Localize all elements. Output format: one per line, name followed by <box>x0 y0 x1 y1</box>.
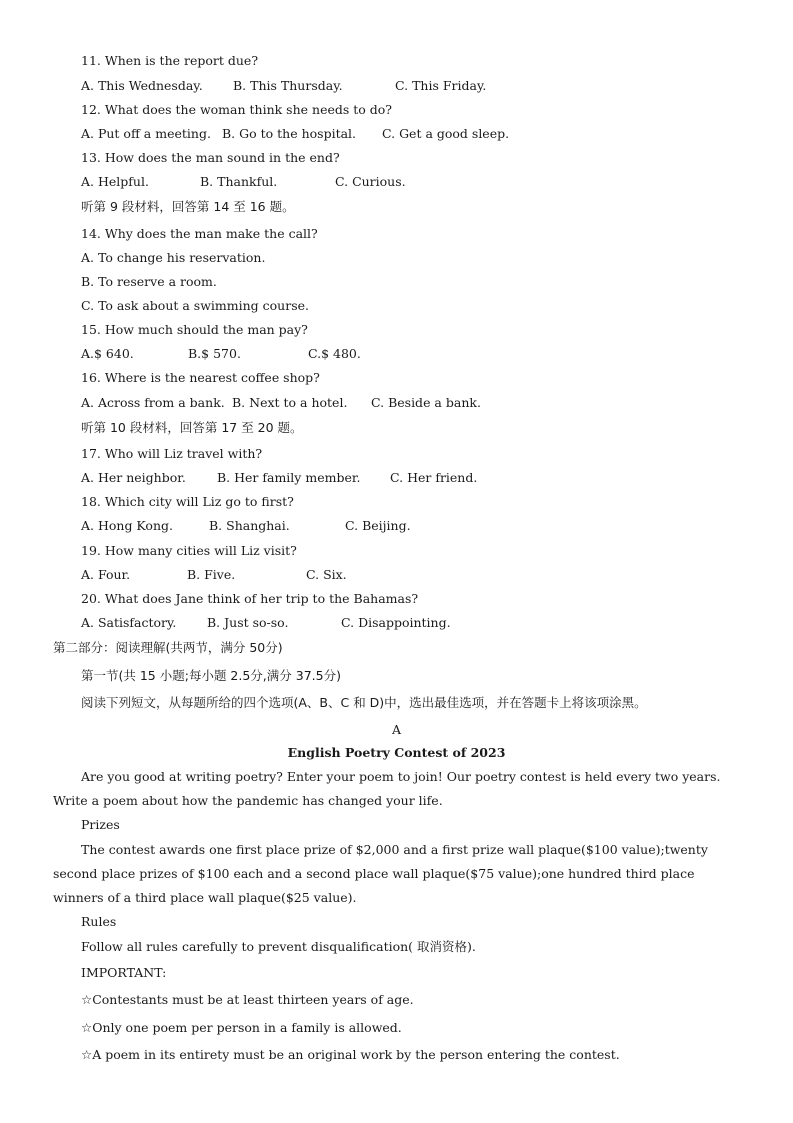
q13-option-c: C. Curious. <box>335 174 406 189</box>
question-14: 14. Why does the man make the call? <box>81 226 318 241</box>
question-15: 15. How much should the man pay? <box>81 322 308 337</box>
prizes-paragraph <box>53 838 743 910</box>
q16-option-c: C. Beside a bank. <box>371 395 481 410</box>
part-2-heading: 第二部分：阅读理解(共两节，满分 50分) <box>53 640 283 655</box>
q16-option-a: A. Across from a bank. <box>81 395 225 410</box>
q12-option-c: C. Get a good sleep. <box>382 126 510 141</box>
section-1-heading: 第一节(共 15 小题;每小题 2.5分,满分 37.5分) <box>81 668 341 683</box>
q12-option-b: B. Go to the hospital. <box>222 126 357 141</box>
q20-option-c: C. Disappointing. <box>341 615 451 630</box>
q11-option-c: C. This Friday. <box>395 78 487 93</box>
question-12: 12. What does the woman think she needs to do? <box>81 102 393 117</box>
rules-text: Follow all rules carefully to prevent disqualification( 取消资格). <box>81 939 476 954</box>
passage-intro <box>53 765 743 813</box>
q14-option-b: B. To reserve a room. <box>81 274 217 289</box>
section-10-heading: 听第 10 段材料，回答第 17 至 20 题。 <box>81 420 303 435</box>
rules-heading: Rules <box>81 914 117 929</box>
q11-option-b: B. This Thursday. <box>233 78 343 93</box>
q19-option-a: A. Four. <box>81 567 131 582</box>
prizes-text: The contest awards one first place prize of $2,000 and a first prize wall plaque($100 value);twenty second place prizes of $100 each and a second place wall plaque($75 value);one hundred third place winners of a third place wall plaque($25 value). <box>53 842 708 905</box>
q18-option-a: A. Hong Kong. <box>81 518 173 533</box>
q17-option-b: B. Her family member. <box>217 470 361 485</box>
q17-option-a: A. Her neighbor. <box>81 470 186 485</box>
q15-option-b: B.$ 570. <box>188 346 241 361</box>
q11-option-a: A. This Wednesday. <box>81 78 203 93</box>
q20-option-b: B. Just so-so. <box>207 615 289 630</box>
question-18: 18. Which city will Liz go to first? <box>81 494 294 509</box>
q15-option-c: C.$ 480. <box>308 346 361 361</box>
q14-option-c: C. To ask about a swimming course. <box>81 298 309 313</box>
q15-option-a: A.$ 640. <box>81 346 134 361</box>
question-17: 17. Who will Liz travel with? <box>81 446 263 461</box>
section-9-heading: 听第 9 段材料，回答第 14 至 16 题。 <box>81 199 295 214</box>
q18-option-c: C. Beijing. <box>345 518 411 533</box>
rule-item: ☆A poem in its entirety must be an original work by the person entering the contest. <box>81 1047 620 1062</box>
q20-option-a: A. Satisfactory. <box>81 615 177 630</box>
rule-item: ☆Contestants must be at least thirteen years of age. <box>81 992 414 1007</box>
q16-option-b: B. Next to a hotel. <box>232 395 348 410</box>
question-20: 20. What does Jane think of her trip to the Bahamas? <box>81 591 419 606</box>
q19-option-c: C. Six. <box>306 567 347 582</box>
question-11: 11. When is the report due? <box>81 53 259 68</box>
q18-option-b: B. Shanghai. <box>209 518 290 533</box>
q14-option-a: A. To change his reservation. <box>81 250 266 265</box>
rule-item: ☆Only one poem per person in a family is allowed. <box>81 1020 402 1035</box>
q17-option-c: C. Her friend. <box>390 470 478 485</box>
prizes-heading: Prizes <box>81 817 120 832</box>
reading-instructions: 阅读下列短文，从每题所给的四个选项(A、B、C 和 D)中，选出最佳选项，并在答题卡上将该项涂黑。 <box>81 695 647 710</box>
passage-letter: A <box>391 722 402 737</box>
question-13: 13. How does the man sound in the end? <box>81 150 340 165</box>
q13-option-a: A. Helpful. <box>81 174 149 189</box>
passage-intro-text: Are you good at writing poetry? Enter your poem to join! Our poetry contest is held every two years. Write a poem about how the pandemic has changed your life. <box>53 769 721 808</box>
q12-option-a: A. Put off a meeting. <box>81 126 211 141</box>
question-16: 16. Where is the nearest coffee shop? <box>81 370 320 385</box>
important-label: IMPORTANT: <box>81 965 167 980</box>
q13-option-b: B. Thankful. <box>200 174 278 189</box>
passage-title: English Poetry Contest of 2023 <box>287 745 506 760</box>
question-19: 19. How many cities will Liz visit? <box>81 543 297 558</box>
q19-option-b: B. Five. <box>187 567 236 582</box>
